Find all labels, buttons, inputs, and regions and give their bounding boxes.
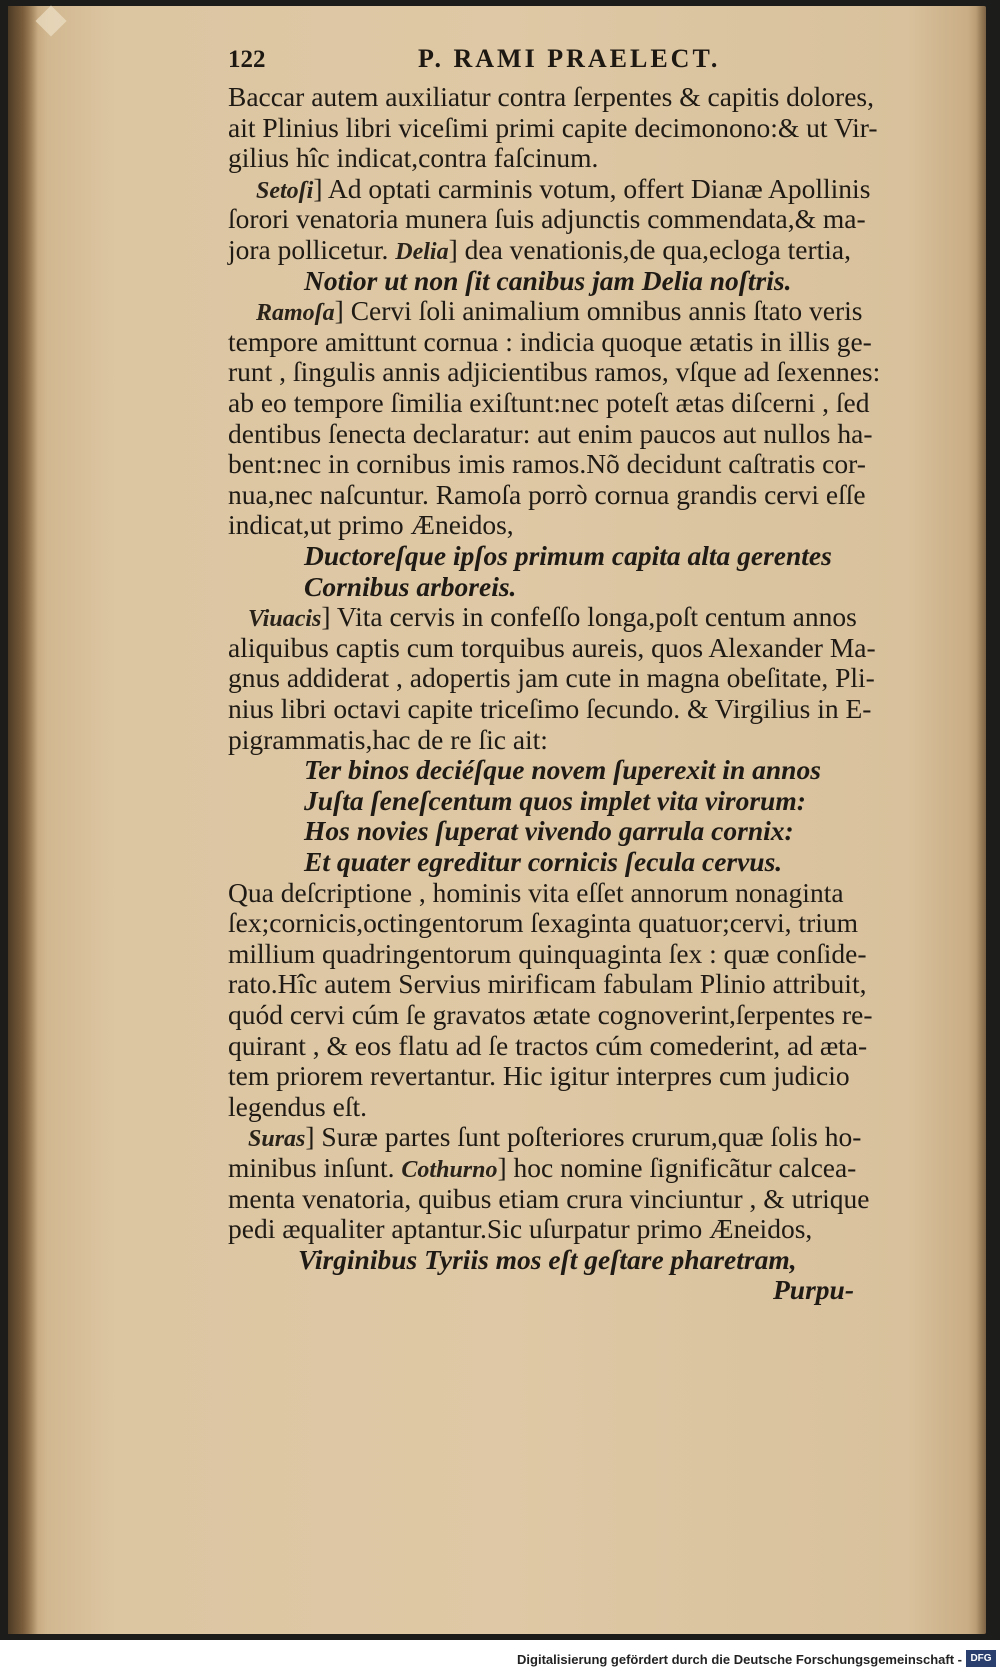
verse-quotation: Hos novies ſuperat vivendo garrula cornix: bbox=[304, 815, 794, 847]
commentary-text: quód cervi cúm ſe gravatos ætate cognoverint,ſerpentes re- bbox=[228, 999, 873, 1030]
lemma: Cothurno bbox=[401, 1157, 498, 1183]
commentary-text: jora pollicetur. bbox=[228, 234, 396, 265]
commentary-text: legendus eſt. bbox=[228, 1090, 367, 1122]
text-line bbox=[773, 1273, 1000, 1306]
commentary-text: runt , ſingulis annis adjicientibus ramos, vſque ad ſexennes: bbox=[228, 356, 881, 388]
text-line bbox=[304, 845, 1000, 878]
text-line bbox=[228, 1212, 928, 1245]
text-line bbox=[228, 937, 928, 970]
text-line bbox=[228, 1090, 928, 1123]
verse-quotation: Purpu- bbox=[773, 1274, 854, 1306]
verse-quotation: Juſta ſeneſcentum quos implet vita virorum: bbox=[304, 784, 806, 816]
text-line bbox=[228, 906, 928, 939]
lemma: Suras bbox=[248, 1126, 306, 1153]
commentary-text: tempore amittunt cornua : indicia quoque ætatis in illis ge- bbox=[228, 325, 872, 357]
verse-quotation: Virginibus Tyriis mos eſt geſtare pharetram, bbox=[298, 1243, 797, 1275]
text-line bbox=[304, 753, 1000, 786]
page-header bbox=[228, 42, 928, 80]
verse-quotation: Ter binos deciéſque novem ſuperexit in annos bbox=[304, 754, 821, 786]
commentary-text: Baccar autem auxiliatur contra ſerpentes & capitis dolores, bbox=[228, 81, 874, 112]
text-line bbox=[228, 355, 928, 388]
text-line bbox=[304, 570, 1000, 603]
text-line bbox=[228, 111, 928, 144]
text-line bbox=[228, 876, 928, 909]
text-line bbox=[228, 478, 928, 511]
commentary-text: pedi æqualiter aptantur.Sic uſurpatur primo Æneidos, bbox=[228, 1213, 813, 1245]
footer-bar bbox=[0, 1642, 1000, 1676]
commentary-text: ] Suræ partes ſunt poſteriores crurum,quæ ſolis ho- bbox=[305, 1121, 862, 1153]
commentary-text: millium quadringentorum quinquaginta ſex : quæ conſide- bbox=[228, 937, 867, 969]
verse-quotation: Notior ut non ſit canibus jam Delia noſtris. bbox=[304, 264, 792, 296]
text-line bbox=[304, 784, 1000, 817]
commentary-text: nius libri octavi capite triceſimo ſecundo. & Virgilius in E- bbox=[228, 693, 872, 724]
commentary-text: ] hoc nomine ſignificãtur calcea- bbox=[497, 1152, 857, 1183]
text-line bbox=[304, 264, 1000, 297]
text-line bbox=[228, 1029, 928, 1062]
commentary-text: ab eo tempore ſimilia exiſtunt:nec poteſt ætas diſcerni , ſed bbox=[228, 387, 870, 418]
text-line bbox=[228, 325, 928, 358]
verse-quotation: Ductoreſque ipſos primum capita alta gerentes bbox=[304, 540, 832, 571]
commentary-text: quirant , & eos flatu ad ſe tractos cúm comederint, ad æta- bbox=[228, 1029, 868, 1061]
footer-credit: Digitalisierung gefördert durch die Deutsche Forschungsgemeinschaft - bbox=[517, 1652, 962, 1667]
running-title: P. RAMI PRAELECT. bbox=[418, 44, 721, 73]
commentary-text: bent:nec in cornibus imis ramos.Nõ decidunt caſtratis cor- bbox=[228, 448, 866, 480]
commentary-text: gnus addiderat , adopertis jam cute in magna obeſitate, Pli- bbox=[228, 662, 875, 694]
lemma: Delia bbox=[395, 239, 449, 265]
commentary-text: dentibus ſenecta declaratur: aut enim paucos aut nullos ha- bbox=[228, 417, 873, 449]
text-line bbox=[228, 1182, 928, 1215]
text-line bbox=[228, 141, 928, 174]
verse-quotation: Cornibus arboreis. bbox=[304, 570, 517, 602]
text-line bbox=[228, 661, 928, 694]
text-line bbox=[228, 967, 928, 1000]
text-line bbox=[304, 539, 1000, 572]
text-line bbox=[304, 814, 1000, 847]
text-line bbox=[228, 998, 928, 1031]
lemma: Setoſi bbox=[256, 177, 314, 204]
commentary-text: tem priorem revertantur. Hic igitur interpres cum judicio bbox=[228, 1060, 850, 1092]
commentary-text: ] Vita cervis in confeſſo longa,poſt centum annos bbox=[321, 601, 857, 633]
text-line bbox=[298, 1243, 998, 1276]
commentary-text: ſorori venatoria munera ſuis adjunctis commendata,& ma- bbox=[228, 203, 866, 235]
text-line bbox=[228, 1059, 928, 1092]
commentary-text: indicat,ut primo Æneidos, bbox=[228, 509, 514, 541]
text-line bbox=[228, 80, 928, 113]
text-line bbox=[228, 417, 928, 450]
text-line bbox=[228, 386, 928, 419]
text-line bbox=[228, 508, 928, 541]
dfg-logo: DFG bbox=[966, 1650, 996, 1667]
text-line bbox=[228, 723, 928, 756]
text-line bbox=[228, 202, 928, 235]
commentary-text: pigrammatis,hac de re ſic ait: bbox=[228, 723, 548, 755]
commentary-text: gilius hîc indicat,contra faſcinum. bbox=[228, 142, 599, 174]
commentary-text: minibus inſunt. bbox=[228, 1152, 402, 1183]
commentary-text: ] Cervi ſoli animalium omnibus annis ſtato veris bbox=[334, 295, 863, 327]
commentary-text: nua,nec naſcuntur. Ramoſa porrò cornua grandis cervi eſſe bbox=[228, 478, 866, 510]
commentary-text: rato.Hîc autem Servius mirificam fabulam Plinio attribuit, bbox=[228, 968, 867, 1000]
commentary-text: ] dea venationis,de qua,ecloga tertia, bbox=[448, 234, 851, 265]
commentary-text: ſex;cornicis,octingentorum ſexaginta quatuor;cervi, trium bbox=[228, 907, 859, 939]
text-line bbox=[228, 692, 928, 725]
lemma: Ramoſa bbox=[256, 300, 335, 327]
commentary-text: ait Plinius libri viceſimi primi capite decimonono:& ut Vir- bbox=[228, 111, 878, 143]
verse-quotation: Et quater egreditur cornicis ſecula cervus. bbox=[304, 846, 783, 877]
commentary-text: menta venatoria, quibus etiam crura vinciuntur , & utrique bbox=[228, 1182, 870, 1214]
binding-gutter bbox=[8, 6, 38, 1634]
text-line bbox=[228, 631, 928, 664]
commentary-text: aliquibus captis cum torquibus aureis, quos Alexander Ma- bbox=[228, 631, 876, 663]
lemma: Viuacis bbox=[248, 606, 322, 633]
commentary-text: ] Ad optati carminis votum, offert Dianæ Apollinis bbox=[313, 172, 871, 204]
commentary-text: Qua deſcriptione , hominis vita eſſet annorum nonaginta bbox=[228, 876, 844, 908]
page-number: 122 bbox=[228, 46, 266, 73]
text-line bbox=[228, 447, 928, 480]
